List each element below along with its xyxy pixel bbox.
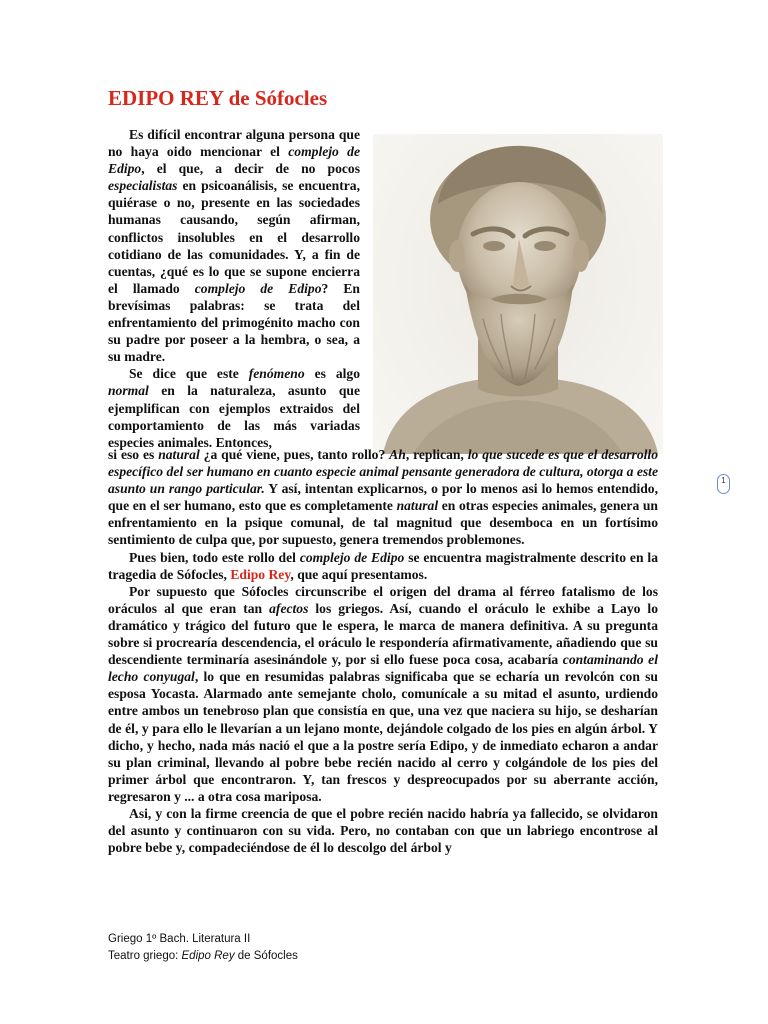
italic-run: Ah	[389, 447, 406, 462]
text-run: , lo que en resumidas palabras significaba que se echaría un revolcón con su esposa Yocasta. Alarmado ante semejante cholo, comunícale a su mitad el asunto, urdiendo entre ambos un tenebroso plan que consistía en que, una vez que naciera su hijo, se desharían de él, y para ello le llevarían a un lejano monte, dejándole colgado de los pies en algún árbol. Y dicho, y hecho, nada más nació el que a la postre sería Edipo, y de inmediato echaron a andar su plan criminal, llevando al pobre bebe recién nacido al cerro y colgándole de los pies del primer árbol que encontraron. Y, tan frescos y despreocupados por su aberrante acción, regresaron y ... a otra cosa mariposa.	[108, 669, 658, 804]
text-run: en la naturaleza, asunto que ejemplifican con ejemplos extraidos del comportamiento de las más variadas especies animales. Entonces,	[108, 383, 360, 450]
italic-run: complejo de Edipo	[299, 549, 405, 565]
italic-run: afectos	[269, 600, 309, 616]
paragraph-tragedia	[108, 549, 658, 583]
sophocles-bust-image	[373, 134, 663, 454]
text-run: Asi, y con la firme creencia de que el pobre recién nacido habría ya fallecido, se olvidaron del asunto y continuaron con su vida. Pero, no contaban con que un labriego encontrose al pobre bebe y, compadeciéndose de él lo descolgo del árbol y	[108, 805, 658, 856]
footer-prefix: Teatro griego:	[108, 950, 182, 962]
text-run: Por supuesto que Sófocles circunscribe el origen del drama al férreo fatalismo de los oráculos al que eran tan	[108, 583, 658, 616]
page-footer	[108, 931, 298, 965]
italic-run: lo que sucede es que el desarrollo específico del ser humano en cuanto especie animal pensante generadora de cultura, otorga a este asunto un rango particular.	[108, 447, 658, 497]
italic-run: complejo de Edipo	[194, 280, 322, 296]
document-title: EDIPO REY de Sófocles	[108, 86, 328, 110]
text-run: , replican,	[405, 447, 468, 462]
paragraph-labriego	[108, 805, 658, 856]
italic-run: especialistas	[108, 178, 178, 194]
italic-run: complejo de Edipo	[108, 144, 360, 177]
paragraph-intro	[108, 126, 360, 365]
italic-run: normal	[108, 383, 149, 399]
paragraph-fenomeno-continued	[108, 446, 658, 549]
text-column-full	[108, 446, 658, 856]
text-run: Pues bien, todo este rollo del	[129, 549, 300, 565]
footer-topic	[108, 948, 298, 965]
text-column-left	[108, 126, 360, 451]
footer-work-title: Edipo Rey	[181, 950, 235, 962]
text-run: Es difícil encontrar alguna persona que no haya oido mencionar el	[108, 127, 360, 160]
footer-suffix: de Sófocles	[234, 950, 298, 962]
text-run: se encuentra magistralmente descrito en la tragedia de Sófocles,	[108, 549, 659, 582]
text-run: en psicoanálisis, se encuentra, quiérase o no, presente en las sociedades humanas causando, según afirman, conflictos insolubles en el desarrollo cotidiano de las comunidades. Y, a fin de cuentas, ¿qué es lo que se supone encierra el llamado	[108, 178, 360, 296]
paragraph-oraculo	[108, 583, 658, 805]
text-run: Se dice que este	[129, 366, 249, 382]
text-run: Y así, intentan explicarnos, o por lo menos asi lo hemos entendido, que en el ser humano, esto que es completamente	[108, 481, 658, 514]
text-run: ? En brevísimas palabras: se trata del enfrentamiento del primogénito macho con su padre por poseer a la hembra, o sea, a su madre.	[108, 280, 360, 365]
italic-run: natural	[158, 447, 200, 462]
text-run: , que aquí presentamos.	[290, 566, 428, 582]
text-run: si eso es	[108, 447, 159, 462]
text-run: ¿a qué viene, pues, tanto rollo?	[199, 447, 390, 462]
text-run: es algo	[304, 366, 360, 382]
footer-course: Griego 1º Bach. Literatura II	[108, 933, 251, 945]
text-run: en otras especies animales, genera un enfrentamiento en la psique comunal, de tal magnitud que desemboca en un fortísimo sentimiento de culpa que, por supuesto, genera tremendos problemones.	[108, 498, 658, 548]
bust-illustration	[373, 134, 663, 454]
italic-run: natural	[396, 498, 439, 514]
text-run: los griegos. Así, cuando el oráculo le exhibe a Layo lo dramático y trágico del futuro que le espera, le marca de manera definitiva. A su pregunta sobre si procrearía descendencia, el oráculo le respondería afirmativamente, añadiendo que su descendiente terminaría asesinándole y, por si ello fuese poca cosa, acabaría	[108, 600, 659, 668]
text-run: , el que, a decir de no pocos	[141, 161, 360, 177]
italic-run: contaminando el lecho conyugal	[108, 652, 658, 685]
page-number-marker: 1	[717, 474, 730, 494]
paragraph-fenomeno-start	[108, 365, 360, 450]
italic-run: fenómeno	[248, 366, 305, 382]
highlighted-title-run: Edipo Rey	[230, 566, 291, 582]
